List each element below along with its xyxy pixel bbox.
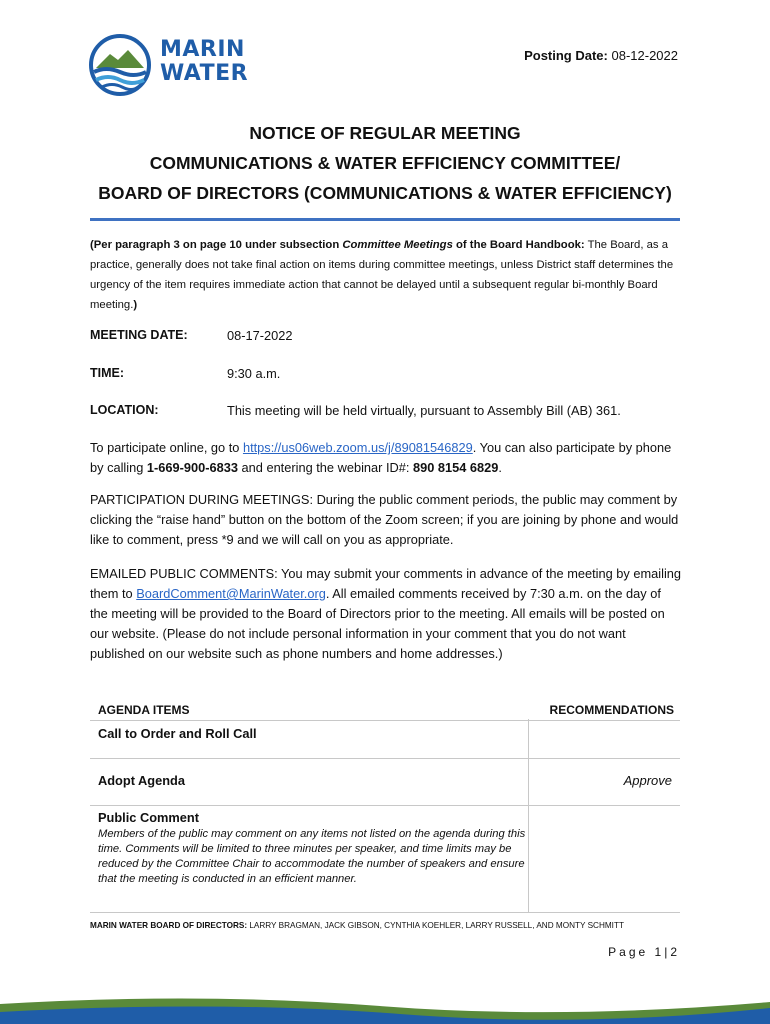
public-comment-description: Members of the public may comment on any items not listed on the agenda during this time. Comments will be limited to three minutes per speaker, and time limits may be reduced by the Committee Chair to accommodate the number of speakers and ensure that the meeting is conducted in an efficient manner. <box>98 828 526 885</box>
logo-line-2: WATER <box>160 61 249 86</box>
table-divider <box>90 720 680 721</box>
participate-text-4: . <box>498 460 502 475</box>
posting-date <box>524 48 678 63</box>
participate-online <box>90 438 682 478</box>
board-of-directors-footer <box>90 921 624 930</box>
emailed-text-2: . All emailed comments received by 7:30 a.m. on the day of the meeting will be provided to the Board of Directors prior to the meeting. All emails will be posted on our website. (Please do not include personal information in your comment that you do not want published on our website such as phone numbers and home addresses.) <box>90 586 665 661</box>
board-comment-email-link[interactable]: BoardComment@MarinWater.org <box>136 586 326 601</box>
handbook-note-body: The Board, as a practice, generally does not take final action on items during committee meetings, unless District staff determines the urgency of the item requires immediate action that cannot be delayed until a subsequent regular bi-monthly Board meeting. <box>90 239 674 311</box>
agenda-item-adopt-agenda: Adopt Agenda <box>98 773 185 788</box>
table-divider <box>90 805 680 806</box>
zoom-link[interactable]: https://us06web.zoom.us/j/89081546829 <box>242 440 473 455</box>
handbook-note-close: ) <box>133 299 138 311</box>
recommendations-header: RECOMMENDATIONS <box>549 703 674 717</box>
agenda-table <box>90 703 680 913</box>
page-number: Page 1|2 <box>608 945 680 959</box>
webinar-id: 890 8154 6829 <box>413 460 499 475</box>
participate-text-1: To participate online, go to <box>90 440 243 455</box>
logo-mark-icon <box>88 34 152 96</box>
handbook-note <box>90 235 680 315</box>
logo-line-1: MARIN <box>160 37 245 62</box>
marin-water-logo <box>88 34 248 96</box>
meeting-date-value: 08-17-2022 <box>227 328 293 343</box>
agenda-item-public-comment: Public Comment <box>98 810 199 825</box>
participate-text-2: . You can also participate by phone by calling <box>90 440 672 475</box>
phone-number: 1-669-900-6833 <box>146 460 238 475</box>
title-line-1: NOTICE OF REGULAR MEETING <box>249 123 521 143</box>
table-divider <box>90 758 680 759</box>
table-column-divider <box>528 719 529 913</box>
posting-date-value: 08-12-2022 <box>611 48 678 63</box>
board-label: MARIN WATER BOARD OF DIRECTORS: <box>90 921 248 930</box>
footer-wave-decoration <box>0 974 770 1024</box>
board-members: LARRY BRAGMAN, JACK GIBSON, CYNTHIA KOEHLER, LARRY RUSSELL, AND MONTY SCHMITT <box>249 921 624 930</box>
notice-title <box>90 118 680 208</box>
agenda-item-call-to-order: Call to Order and Roll Call <box>98 726 257 741</box>
handbook-note-intro: (Per paragraph 3 on page 10 under subsection <box>90 239 340 251</box>
title-divider <box>90 218 680 221</box>
participation-during-meetings: PARTICIPATION DURING MEETINGS: During the public comment periods, the public may comment by clicking the “raise hand” button on the bottom of the Zoom screen; if you are joining by phone and would like to comment, press *9 and we will call on you as appropriate. <box>90 492 679 547</box>
handbook-note-section: Committee Meetings <box>342 239 453 251</box>
agenda-items-header: AGENDA ITEMS <box>98 703 190 717</box>
participate-text-3: and entering the webinar ID#: <box>237 460 413 475</box>
emailed-text-1: EMAILED PUBLIC COMMENTS: You may submit your comments in advance of the meeting by emailing them to <box>90 566 682 601</box>
logo-text <box>160 38 248 86</box>
location-value: This meeting will be held virtually, pursuant to Assembly Bill (AB) 361. <box>227 403 621 418</box>
time-label: TIME: <box>90 366 125 380</box>
posting-date-label: Posting Date: <box>524 48 608 63</box>
title-line-3: BOARD OF DIRECTORS (COMMUNICATIONS & WATER EFFICIENCY) <box>98 183 672 203</box>
handbook-note-source: of the Board Handbook: <box>456 239 585 251</box>
location-label: LOCATION: <box>90 403 159 417</box>
time-value: 9:30 a.m. <box>227 366 281 381</box>
title-line-2: COMMUNICATIONS & WATER EFFICIENCY COMMITTEE/ <box>149 153 621 173</box>
emailed-public-comments <box>90 564 682 664</box>
meeting-date-label: MEETING DATE: <box>90 328 188 342</box>
table-divider <box>90 912 680 913</box>
agenda-rec-approve: Approve <box>623 773 672 788</box>
